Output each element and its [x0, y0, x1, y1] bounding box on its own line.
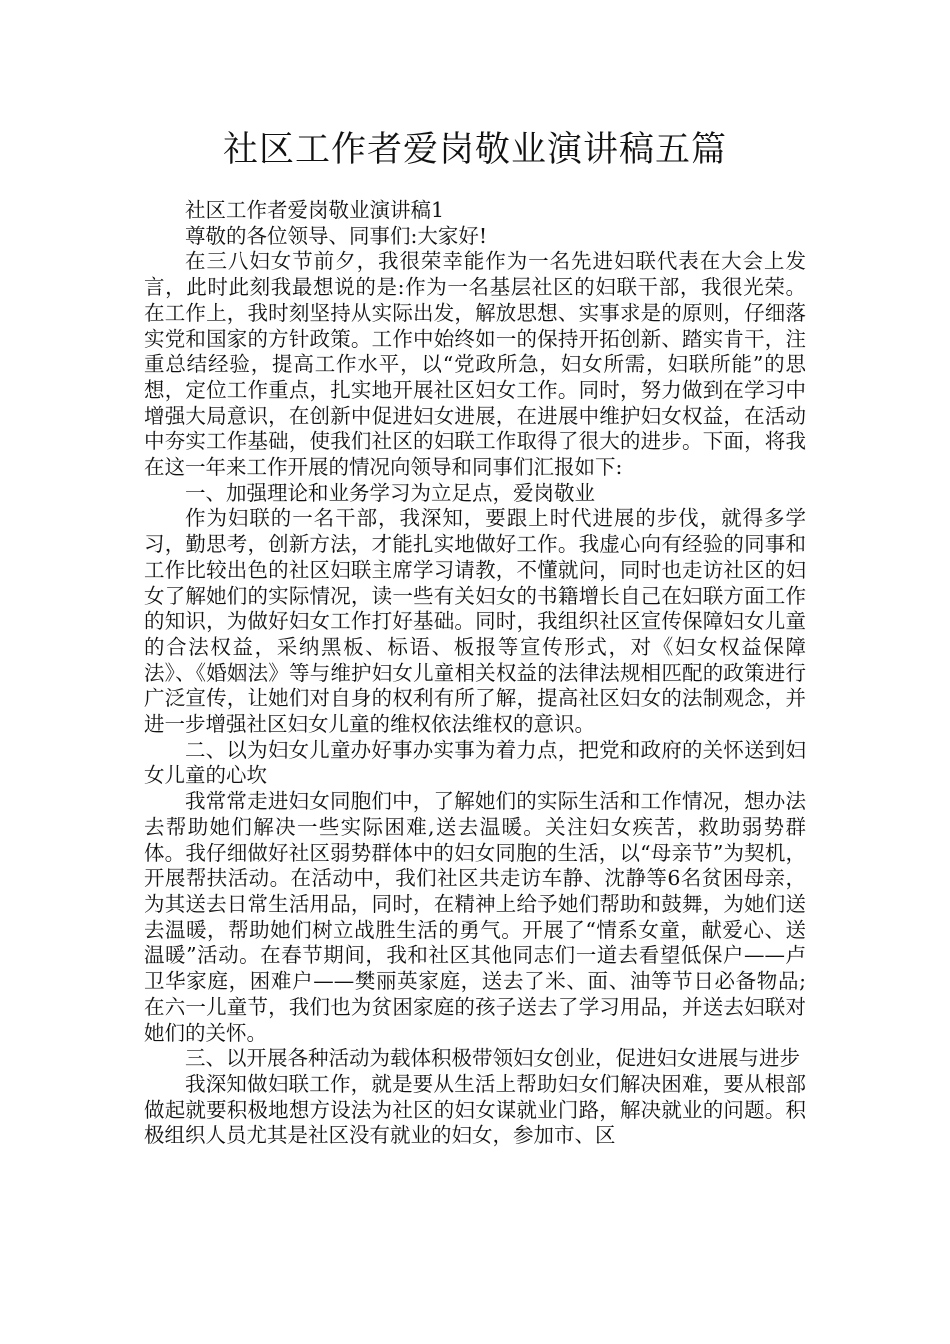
paragraph-intro: 在三八妇女节前夕，我很荣幸能作为一名先进妇联代表在大会上发言，此时此刻我最想说的是:作为一名基层社区的妇联干部，我很光荣。在工作上，我时刻坚持从实际出发，解放思想、实事求是的原则，仔细落实党和国家的方针政策。工作中始终如一的保持开拓创新、踏实肯干，注重总结经验，提高工作水平，以“党政所急，妇女所需，妇联所能”的思想，定位工作重点，扎实地开展社区妇女工作。同时，努力做到在学习中增强大局意识，在创新中促进妇女进展，在进展中维护妇女权益，在活动中夯实工作基础，使我们社区的妇联工作取得了很大的进步。下面，将我在这一年来工作开展的情况向领导和同事们汇报如下:: [144, 249, 806, 480]
paragraph-section-2-heading: 二、以为妇女儿童办好事办实事为着力点，把党和政府的关怀送到妇女儿童的心坎: [144, 737, 806, 788]
document-title: 社区工作者爱岗敬业演讲稿五篇: [222, 130, 727, 170]
paragraph-section-2-body: 我常常走进妇女同胞们中，了解她们的实际生活和工作情况，想办法去帮助她们解决一些实际困难,送去温暖。关注妇女疾苦，救助弱势群体。我仔细做好社区弱势群体中的妇女同胞的生活，以“母亲节”为契机，开展帮扶活动。在活动中，我们社区共走访车静、沈静等6名贫困母亲，为其送去日常生活用品，同时，在精神上给予她们帮助和鼓舞，为她们送去温暖，帮助她们树立战胜生活的勇气。开展了“情系女童，献爱心、送温暖”活动。在春节期间，我和社区其他同志们一道去看望低保户——卢卫华家庭，困难户——樊丽英家庭，送去了米、面、油等节日必备物品;在六一儿童节，我们也为贫困家庭的孩子送去了学习用品，并送去妇联对她们的关怀。: [144, 789, 806, 1045]
paragraph-section-1-body: 作为妇联的一名干部，我深知，要跟上时代进展的步伐，就得多学习，勤思考，创新方法，才能扎实地做好工作。我虚心向有经验的同事和工作比较出色的社区妇联主席学习请教，不懂就问，同时也走访社区的妇女了解她们的实际情况，读一些有关妇女的书籍增长自己在妇联方面工作的知识，为做好妇女工作打好基础。同时，我组织社区宣传保障妇女儿童的合法权益，采纳黑板、标语、板报等宣传形式，对《妇女权益保障法》、《婚姻法》等与维护妇女儿童相关权益的法律法规相匹配的政策进行广泛宣传，让她们对自身的权利有所了解，提高社区妇女的法制观念，并进一步增强社区妇女儿童的维权依法维权的意识。: [144, 506, 806, 737]
paragraph-speech-heading: 社区工作者爱岗敬业演讲稿1: [185, 198, 445, 222]
paragraph-section-1-heading: 一、加强理论和业务学习为立足点，爱岗敬业: [185, 480, 595, 505]
paragraph-section-3-heading: 三、以开展各种活动为载体积极带领妇女创业，促进妇女进展与进步: [185, 1046, 800, 1071]
paragraph-greeting: 尊敬的各位领导、同事们:大家好!: [185, 223, 488, 248]
paragraph-section-3-body: 我深知做妇联工作，就是要从生活上帮助妇女们解决困难，要从根部做起就要积极地想方设法为社区的妇女谋就业门路，解决就业的问题。积极组织人员尤其是社区没有就业的妇女，参加市、区: [144, 1071, 806, 1148]
document-body: [144, 198, 806, 1149]
